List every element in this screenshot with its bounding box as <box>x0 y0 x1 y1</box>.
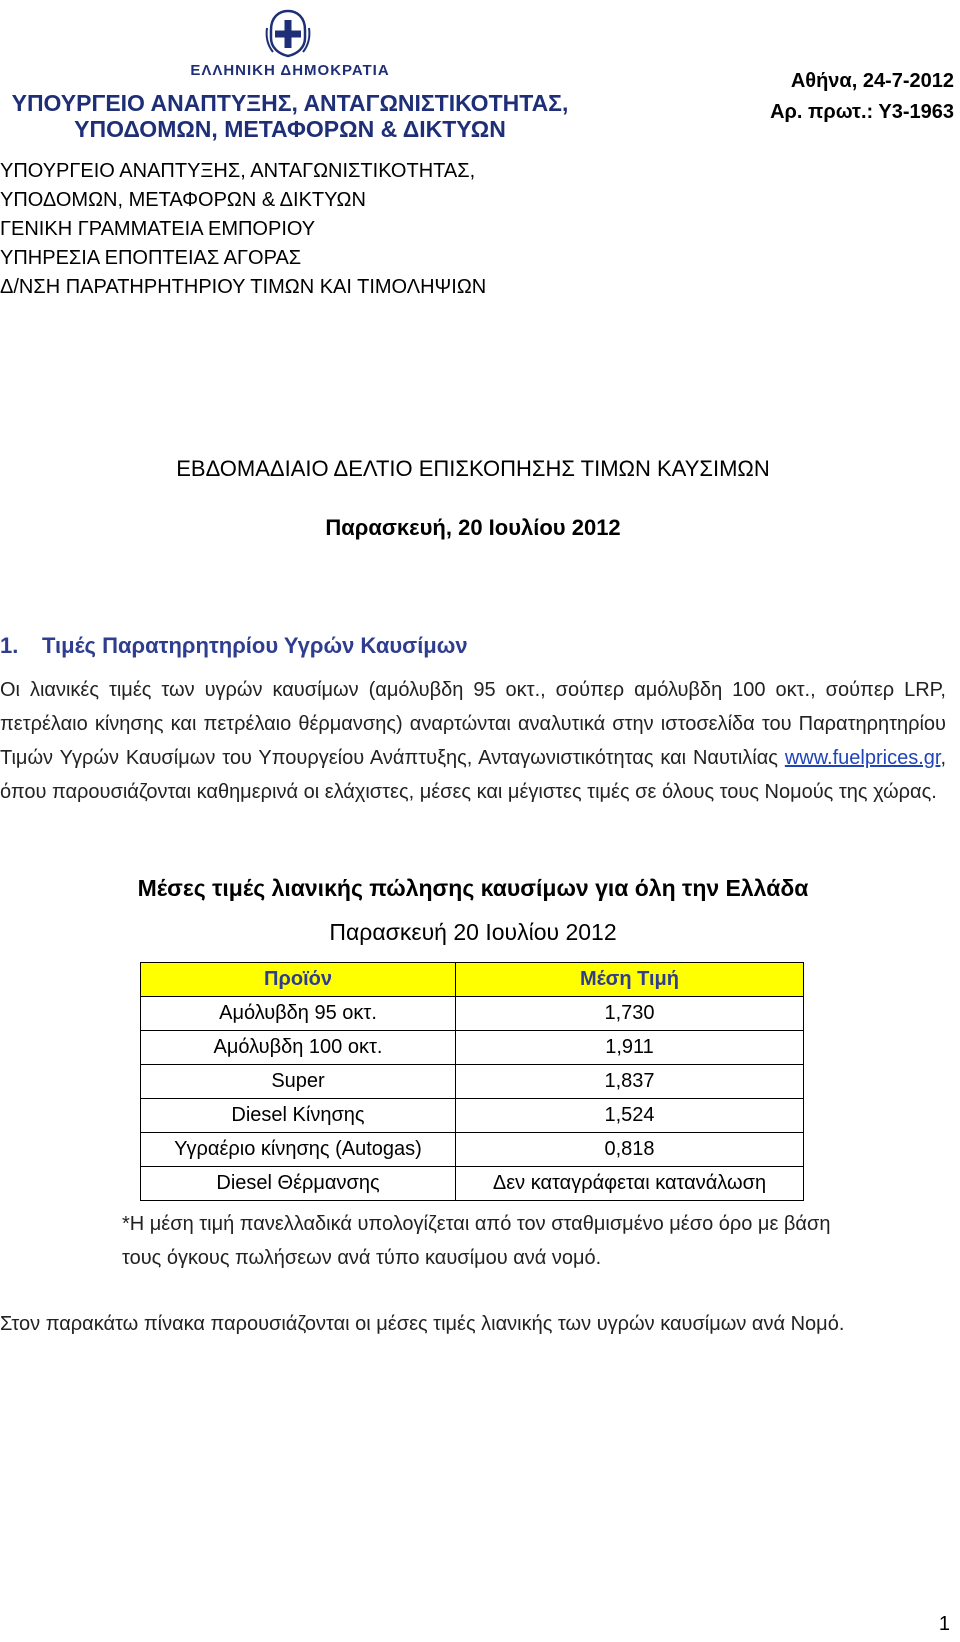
product-cell: Diesel Κίνησης <box>141 1099 456 1133</box>
product-cell: Αμόλυβδη 100 οκτ. <box>141 1031 456 1065</box>
paragraph-text-after-link: , όπου παρουσιάζονται καθημερινά οι ελάχιστες, μέσες και μέγιστες τιμές σε όλους τους Νομούς της χώρας. <box>0 747 946 803</box>
product-cell: Super <box>141 1065 456 1099</box>
fuelprices-link[interactable]: www.fuelprices.gr <box>784 747 941 769</box>
fuel-prices-table <box>140 962 804 1201</box>
prefecture-intro-paragraph: Στον παρακάτω πίνακα παρουσιάζονται οι μέσες τιμές λιανικής των υγρών καυσίμων ανά Νομό. <box>0 1313 845 1335</box>
price-cell: Δεν καταγράφεται κατανάλωση <box>456 1167 804 1201</box>
table-date: Παρασκευή 20 Ιουλίου 2012 <box>329 919 617 945</box>
header-product: Προϊόν <box>141 963 456 997</box>
table-row <box>141 1167 804 1201</box>
table-footnote: *Η μέση τιμή πανελλαδικά υπολογίζεται από τον σταθμισμένο μέσο όρο με βάση τους όγκους πωλήσεων ανά τύπο καυσίμου ανά νομό. <box>122 1213 831 1269</box>
bulletin-title: ΕΒΔΟΜΑΔΙΑΙΟ ΔΕΛΤΙΟ ΕΠΙΣΚΟΠΗΣΗΣ ΤΙΜΩΝ ΚΑΥΣΙΜΩΝ <box>176 456 770 481</box>
product-cell: Υγραέριο κίνησης (Autogas) <box>141 1133 456 1167</box>
org-line-ministry-1: ΥΠΟΥΡΓΕΙΟ ΑΝΑΠΤΥΞΗΣ, ΑΝΤΑΓΩΝΙΣΤΙΚΟΤΗΤΑΣ, <box>0 160 476 182</box>
product-cell: Diesel Θέρμανσης <box>141 1167 456 1201</box>
greek-coat-of-arms-icon <box>263 8 313 58</box>
paragraph-text-before-link: Οι λιανικές τιμές των υγρών καυσίμων (αμόλυβδη 95 οκτ., σούπερ αμόλυβδη 100 οκτ., σούπερ LRP, πετρέλαιο κίνησης και πετρέλαιο θέρμανσης) αναρτώνται αναλυτικά στην ιστοσελίδα του Παρατηρητηρίου Τιμών Υγρών Καυσίμων του Υπουργείου Ανάπτυξης, Ανταγωνιστικότητας και Ναυτιλίας <box>0 679 946 769</box>
bulletin-date: Παρασκευή, 20 Ιουλίου 2012 <box>325 515 621 540</box>
price-cell: 1,911 <box>456 1031 804 1065</box>
table-row <box>141 1065 804 1099</box>
document-date: Αθήνα, 24-7-2012 <box>790 70 954 92</box>
section-number: 1. <box>0 633 19 658</box>
price-cell: 1,837 <box>456 1065 804 1099</box>
header-price: Μέση Τιμή <box>456 963 804 997</box>
section-paragraph <box>0 673 946 809</box>
product-cell: Αμόλυβδη 95 οκτ. <box>141 997 456 1031</box>
section-title: Τιμές Παρατηρητηρίου Υγρών Καυσίμων <box>42 633 468 658</box>
org-line-service: ΥΠΗΡΕΣΙΑ ΕΠΟΠΤΕΙΑΣ ΑΓΟΡΑΣ <box>0 247 302 269</box>
page-number: 1 <box>938 1613 950 1635</box>
org-line-ministry-2: ΥΠΟΔΟΜΩΝ, ΜΕΤΑΦΟΡΩΝ & ΔΙΚΤΥΩΝ <box>0 189 366 211</box>
table-title: Μέσες τιμές λιανικής πώλησης καυσίμων για όλη την Ελλάδα <box>137 875 809 901</box>
table-header-row <box>141 963 804 997</box>
org-line-directorate: Δ/ΝΣΗ ΠΑΡΑΤΗΡΗΤΗΡΙΟΥ ΤΙΜΩΝ ΚΑΙ ΤΙΜΟΛΗΨΙΩΝ <box>0 276 487 298</box>
price-cell: 1,730 <box>456 997 804 1031</box>
price-cell: 1,524 <box>456 1099 804 1133</box>
table-row <box>141 1133 804 1167</box>
org-line-secretariat: ΓΕΝΙΚΗ ΓΡΑΜΜΑΤΕΙΑ ΕΜΠΟΡΙΟΥ <box>0 218 316 240</box>
table-row <box>141 1031 804 1065</box>
letterhead-ministry-line-1: ΥΠΟΥΡΓΕΙΟ ΑΝΑΠΤΥΞΗΣ, ΑΝΤΑΓΩΝΙΣΤΙΚΟΤΗΤΑΣ, <box>11 90 569 116</box>
letterhead-ministry-line-2: ΥΠΟΔΟΜΩΝ, ΜΕΤΑΦΟΡΩΝ & ΔΙΚΤΥΩΝ <box>74 116 506 142</box>
price-cell: 0,818 <box>456 1133 804 1167</box>
table-row <box>141 997 804 1031</box>
letterhead-country: ΕΛΛΗΝΙΚΗ ΔΗΜΟΚΡΑΤΙΑ <box>190 62 390 79</box>
table-row <box>141 1099 804 1133</box>
protocol-number: Αρ. πρωτ.: Υ3-1963 <box>770 101 954 123</box>
